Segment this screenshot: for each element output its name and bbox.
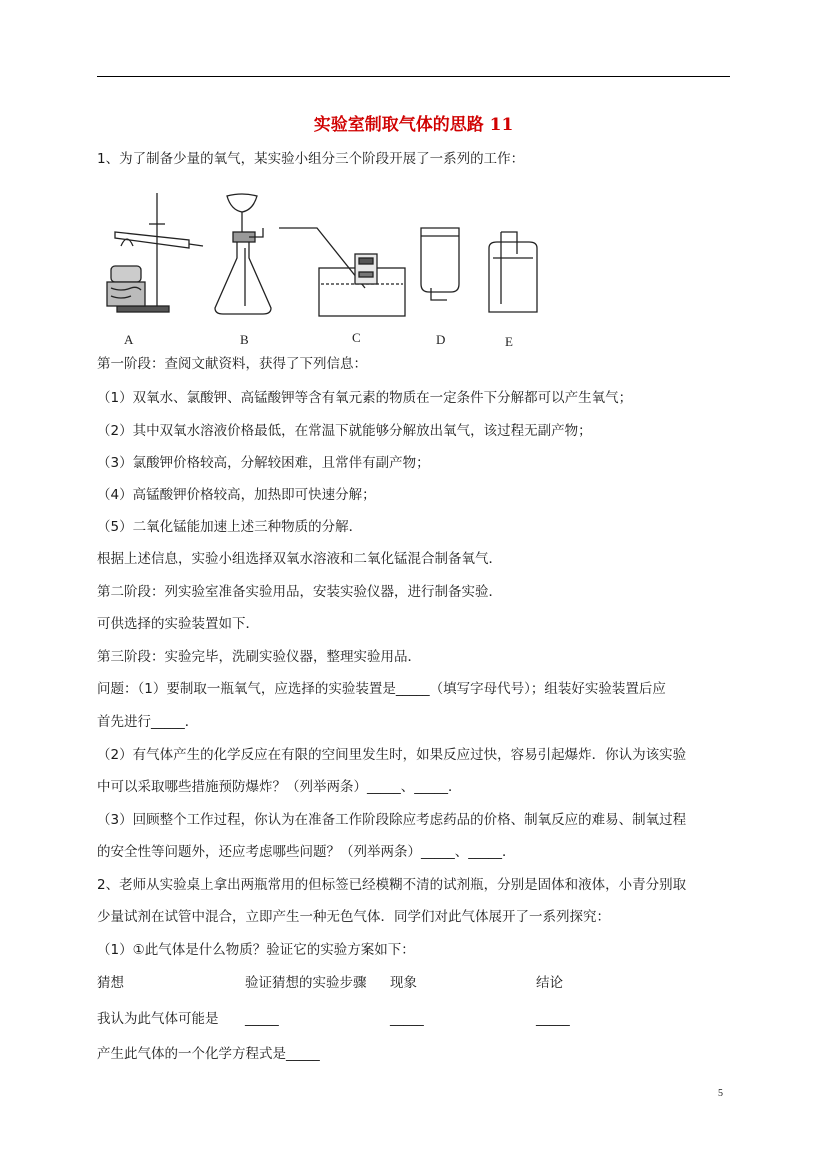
q1-intro: 1、为了制备少量的氧气，某实验小组分三个阶段开展了一系列的工作： bbox=[97, 151, 525, 167]
stage3-text: 第三阶段：实验完毕，洗刷实验仪器，整理实验用品． bbox=[97, 649, 421, 665]
page-number: 5 bbox=[718, 1088, 723, 1099]
question3-line2: 的安全性等问题外，还应考虑哪些问题？（列举两条）_____、_____． bbox=[97, 844, 516, 860]
figure-label-b: B bbox=[240, 332, 249, 347]
table-cell-guess: 我认为此气体可能是 bbox=[97, 1011, 219, 1027]
info-item-3: （3）氯酸钾价格较高，分解较困难，且常伴有副产物； bbox=[97, 455, 430, 471]
apparatus-a bbox=[107, 193, 203, 312]
table-header-guess: 猜想 bbox=[97, 975, 124, 991]
info-item-4: （4）高锰酸钾价格较高，加热即可快速分解； bbox=[97, 487, 376, 503]
stage1-text: 第一阶段：查阅文献资料，获得了下列信息： bbox=[97, 356, 367, 372]
question3-line1: （3）回顾整个工作过程，你认为在准备工作阶段除应考虑药品的价格、制氧反应的难易、制氧过程 bbox=[97, 812, 687, 828]
apparatus-d bbox=[421, 228, 459, 300]
page-title: 实验室制取气体的思路 11 bbox=[313, 115, 514, 135]
info-item-1: （1）双氧水、氯酸钾、高锰酸钾等含有氧元素的物质在一定条件下分解都可以产生氧气； bbox=[97, 390, 633, 406]
q2-part1: （1）①此气体是什么物质？验证它的实验方案如下： bbox=[97, 942, 415, 958]
table-header-steps: 验证猜想的实验步骤 bbox=[245, 975, 367, 991]
apparatus-e bbox=[489, 232, 537, 312]
apparatus-text: 可供选择的实验装置如下． bbox=[97, 616, 259, 632]
table-cell-steps: _____ bbox=[245, 1011, 279, 1027]
apparatus-figure bbox=[97, 188, 557, 350]
question1-line1: 问题：（1）要制取一瓶氧气，应选择的实验装置是_____（填写字母代号）；组装好实验装置后应 bbox=[97, 681, 666, 697]
table-header-conclusion: 结论 bbox=[536, 975, 563, 991]
equation-line: 产生此气体的一个化学方程式是_____ bbox=[97, 1046, 320, 1062]
table-cell-phenomenon: _____ bbox=[390, 1011, 424, 1027]
question1-line2: 首先进行_____． bbox=[97, 714, 199, 730]
figure-label-a: A bbox=[124, 332, 134, 347]
conclusion-text: 根据上述信息，实验小组选择双氧水溶液和二氧化锰混合制备氧气． bbox=[97, 551, 502, 567]
question2-line2: 中可以采取哪些措施预防爆炸？（列举两条）_____、_____． bbox=[97, 779, 462, 795]
q2-intro-line2: 少量试剂在试管中混合，立即产生一种无色气体．同学们对此气体展开了一系列探究： bbox=[97, 909, 610, 925]
figure-label-e: E bbox=[505, 334, 513, 349]
stage2-text: 第二阶段：列实验室准备实验用品，安装实验仪器，进行制备实验． bbox=[97, 584, 502, 600]
question2-line1: （2）有气体产生的化学反应在有限的空间里发生时，如果反应过快，容易引起爆炸．你认为该实验 bbox=[97, 747, 687, 763]
apparatus-c bbox=[279, 228, 405, 316]
table-cell-conclusion: _____ bbox=[536, 1011, 570, 1027]
header-rule bbox=[97, 76, 730, 77]
figure-label-d: D bbox=[436, 332, 446, 347]
info-item-2: （2）其中双氧水溶液价格最低，在常温下就能够分解放出氧气，该过程无副产物； bbox=[97, 423, 592, 439]
info-item-5: （5）二氧化锰能加速上述三种物质的分解． bbox=[97, 519, 363, 535]
q2-intro-line1: 2、老师从实验桌上拿出两瓶常用的但标签已经模糊不清的试剂瓶，分别是固体和液体，小青分别取 bbox=[97, 877, 687, 893]
table-header-phenomenon: 现象 bbox=[390, 975, 417, 991]
figure-label-c: C bbox=[352, 330, 361, 345]
apparatus-b bbox=[215, 194, 271, 314]
